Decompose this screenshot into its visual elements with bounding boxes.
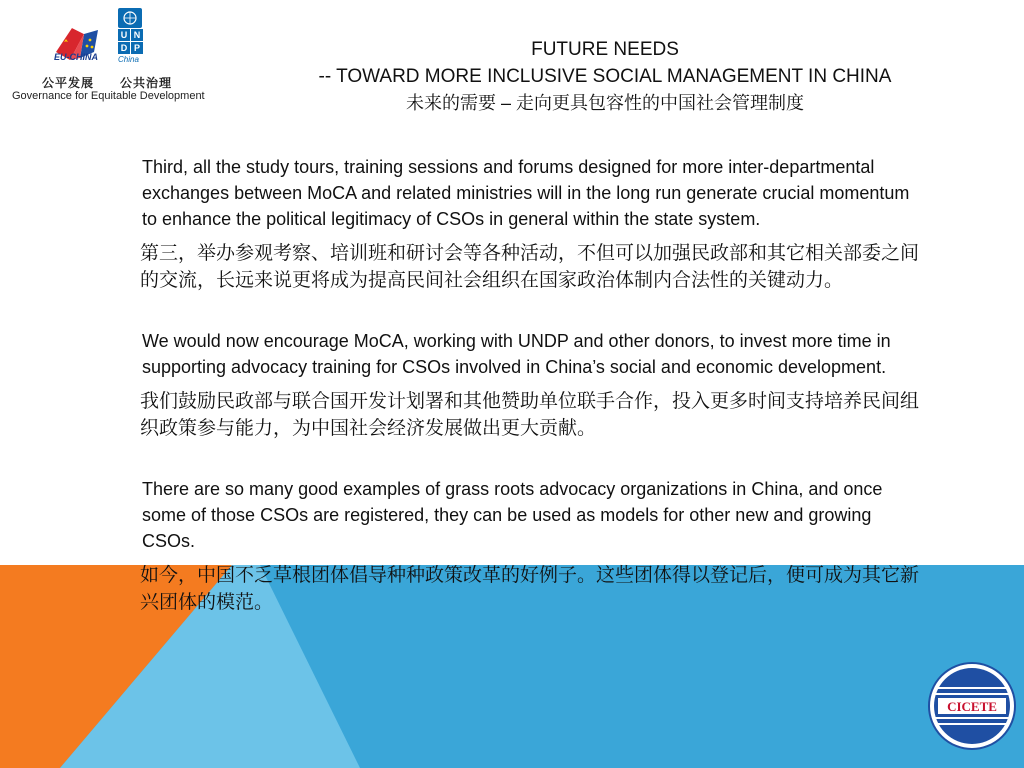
program-name-chinese: 公平发展 公共治理 [42,76,173,90]
partner-logos [10,8,210,108]
undp-country-label: China [118,55,139,64]
un-emblem-icon [118,8,142,28]
undp-letter: D [118,42,130,54]
undp-letter: P [131,42,143,54]
paragraph-english: Third, all the study tours, training sessions and forums designed for more inter-departmental exchanges between MoCA and related ministries will in the long run generate crucial momentum to enhance the political legitimacy of CSOs in general within the state system. [142,157,910,229]
paragraph-english: We would now encourage MoCA, working with UNDP and other donors, to invest more time in supporting advocacy training for CSOs involved in China’s social and economic development. [142,331,891,377]
paragraph-english: There are so many good examples of grass roots advocacy organizations in China, and once some of those CSOs are registered, they can be used as models for other new and growing CSOs. [142,479,883,551]
title-line-1: FUTURE NEEDS [531,39,679,60]
title-line-2: -- TOWARD MORE INCLUSIVE SOCIAL MANAGEMENT IN CHINA [318,66,892,87]
slide-body [140,154,920,616]
slide-title [230,36,980,117]
title-line-3-chinese: 未来的需要 – 走向更具包容性的中国社会管理制度 [405,93,804,113]
cicete-logo [928,662,1016,750]
undp-letter: U [118,29,130,41]
paragraph-chinese: 如今，中国不乏草根团体倡导种种政策改革的好例子。这些团体得以登记后，便可成为其它新兴团体的模范。 [140,564,920,613]
eu-china-label: EU-CHINA [54,52,98,62]
paragraph-chinese: 第三，举办参观考察、培训班和研讨会等各种活动，不但可以加强民政部和其它相关部委之间的交流，长远来说更将成为提高民间社会组织在国家政治体制内合法性的关键动力。 [140,242,920,291]
cicete-label: CICETE [947,699,997,714]
program-name-english: Governance for Equitable Development [12,90,205,102]
undp-letter: N [131,29,143,41]
undp-logo [118,8,144,64]
paragraph-chinese: 我们鼓励民政部与联合国开发计划署和其他赞助单位联手合作，投入更多时间支持培养民间组织政策参与能力，为中国社会经济发展做出更大贡献。 [140,390,920,439]
